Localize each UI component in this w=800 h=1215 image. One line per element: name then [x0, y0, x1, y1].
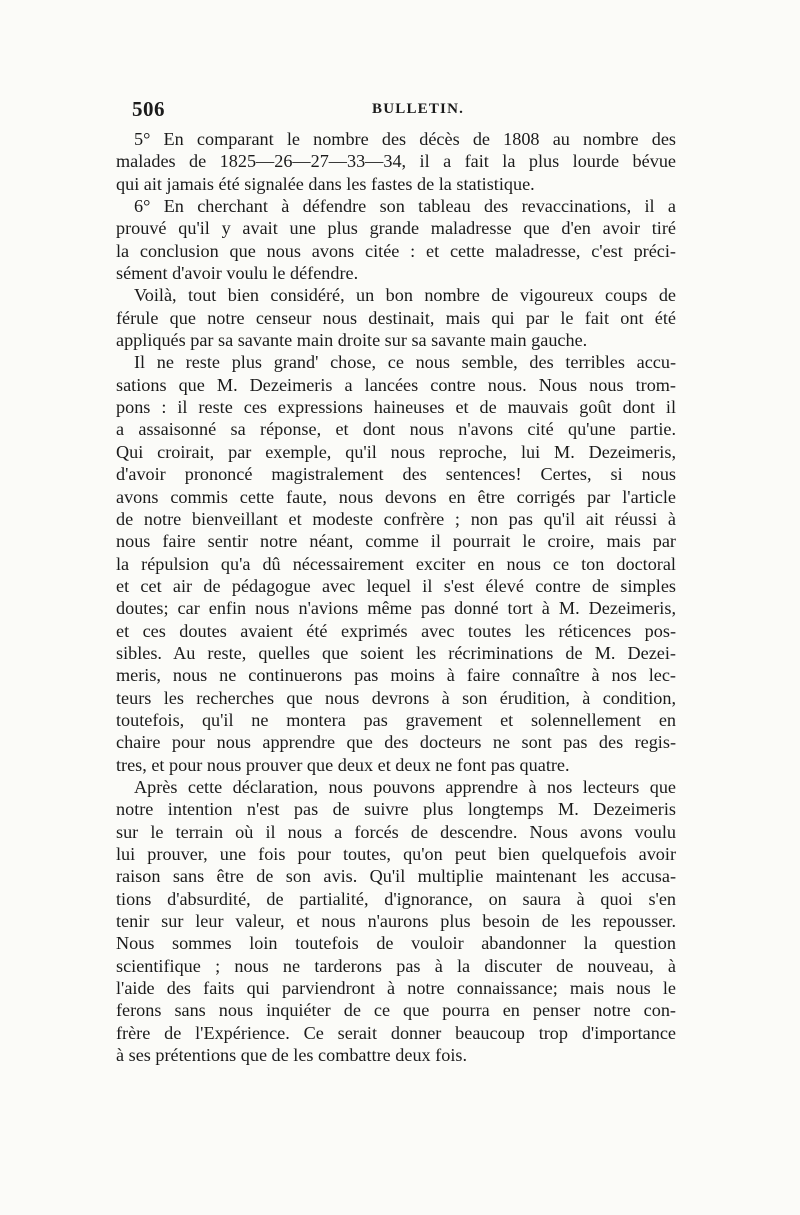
text-line: nous faire sentir notre néant, comme il pourrait le croire, mais par — [116, 531, 676, 552]
text-line: et cet air de pédagogue avec lequel il s'est élevé contre de simples — [116, 575, 676, 596]
text-line: raison sans être de son avis. Qu'il multiplie maintenant les accusa- — [116, 866, 676, 887]
running-title: BULLETIN. — [372, 101, 465, 117]
text-line: lui prouver, une fois pour toutes, qu'on peut bien quelquefois avoir — [116, 844, 676, 864]
text-line: à ses prétentions que de les combattre deux fois. — [116, 1045, 468, 1066]
text-line: chaire pour nous apprendre que des docteurs ne sont pas des regis- — [116, 732, 676, 753]
page-number: 506 — [132, 97, 165, 121]
text-line: 5° En comparant le nombre des décès de 1808 au nombre des — [134, 129, 676, 149]
text-line: qui ait jamais été signalée dans les fastes de la statistique. — [116, 173, 535, 194]
body-text — [116, 128, 676, 1066]
text-line: de notre bienveillant et modeste confrère ; non pas qu'il ait réussi à — [116, 508, 676, 529]
text-line: teurs les recherches que nous devrons à son érudition, à condition, — [116, 687, 676, 708]
text-line: sations que M. Dezeimeris a lancées contre nous. Nous nous trom- — [116, 374, 676, 395]
page-header — [132, 97, 672, 123]
paragraph — [116, 128, 676, 195]
text-line: pons : il reste ces expressions haineuses et de mauvais goût dont il — [116, 397, 676, 418]
text-line: férule que notre censeur nous destinait, mais qui par le fait ont été — [116, 307, 676, 328]
text-line: sur le terrain où il nous a forcés de descendre. Nous avons voulu — [116, 821, 676, 842]
text-line: doutes; car enfin nous n'avions même pas donné tort à M. Dezeimeris, — [116, 598, 676, 619]
paragraph — [116, 284, 676, 351]
text-line: Voilà, tout bien considéré, un bon nombre de vigoureux coups de — [134, 285, 676, 306]
text-line: tenir sur leur valeur, et nous n'aurons plus besoin de les repousser. — [116, 911, 676, 932]
text-line: la répulsion qu'a dû nécessairement exciter en nous ce ton doctoral — [116, 553, 676, 574]
text-line: meris, nous ne continuerons pas moins à faire connaître à nos lec- — [116, 665, 676, 686]
text-line: Il ne reste plus grand' chose, ce nous semble, des terribles accu- — [134, 352, 676, 373]
paragraph — [116, 351, 676, 776]
text-line: appliqués par sa savante main droite sur sa savante main gauche. — [116, 330, 588, 351]
text-line: Qui croirait, par exemple, qu'il nous reproche, lui M. Dezeimeris, — [116, 441, 676, 462]
text-line: l'aide des faits qui parviendront à notre connaissance; mais nous le — [116, 978, 676, 999]
text-line: d'avoir prononcé magistralement des sentences! Certes, si nous — [116, 464, 676, 485]
text-line: et ces doutes avaient été exprimés avec toutes les réticences pos- — [116, 620, 676, 641]
paragraph — [116, 195, 676, 284]
text-line: prouvé qu'il y avait une plus grande maladresse que d'en avoir tiré — [116, 218, 676, 239]
paragraph — [116, 776, 676, 1066]
text-line: Nous sommes loin toutefois de vouloir abandonner la question — [116, 933, 676, 954]
text-line: 6° En cherchant à défendre son tableau des revaccinations, il a — [134, 196, 676, 217]
text-line: Après cette déclaration, nous pouvons apprendre à nos lecteurs que — [134, 776, 676, 797]
text-line: tres, et pour nous prouver que deux et deux ne font pas quatre. — [116, 754, 570, 775]
text-line: notre intention n'est pas de suivre plus longtemps M. Dezeimeris — [116, 799, 676, 820]
text-line: frère de l'Expérience. Ce serait donner beaucoup trop d'importance — [116, 1022, 676, 1043]
text-line: a assaisonné sa réponse, et dont nous n'avons cité qu'une partie. — [116, 419, 676, 440]
text-line: ferons sans nous inquiéter de ce que pourra en penser notre con- — [116, 1000, 676, 1021]
text-line: la conclusion que nous avons citée : et cette maladresse, c'est préci- — [116, 240, 676, 261]
text-line: sibles. Au reste, quelles que soient les récriminations de M. Dezei- — [116, 642, 676, 663]
text-line: sément d'avoir voulu le défendre. — [116, 263, 359, 284]
text-line: avons commis cette faute, nous devons en être corrigés par l'article — [116, 486, 676, 507]
text-line: tions d'absurdité, de partialité, d'ignorance, on saura à quoi s'en — [116, 888, 676, 909]
text-line: scientifique ; nous ne tarderons pas à la discuter de nouveau, à — [116, 955, 676, 976]
text-line: malades de 1825—26—27—33—34, il a fait la plus lourde bévue — [116, 151, 676, 172]
text-line: toutefois, qu'il ne montera pas gravement et solennellement en — [116, 709, 676, 730]
